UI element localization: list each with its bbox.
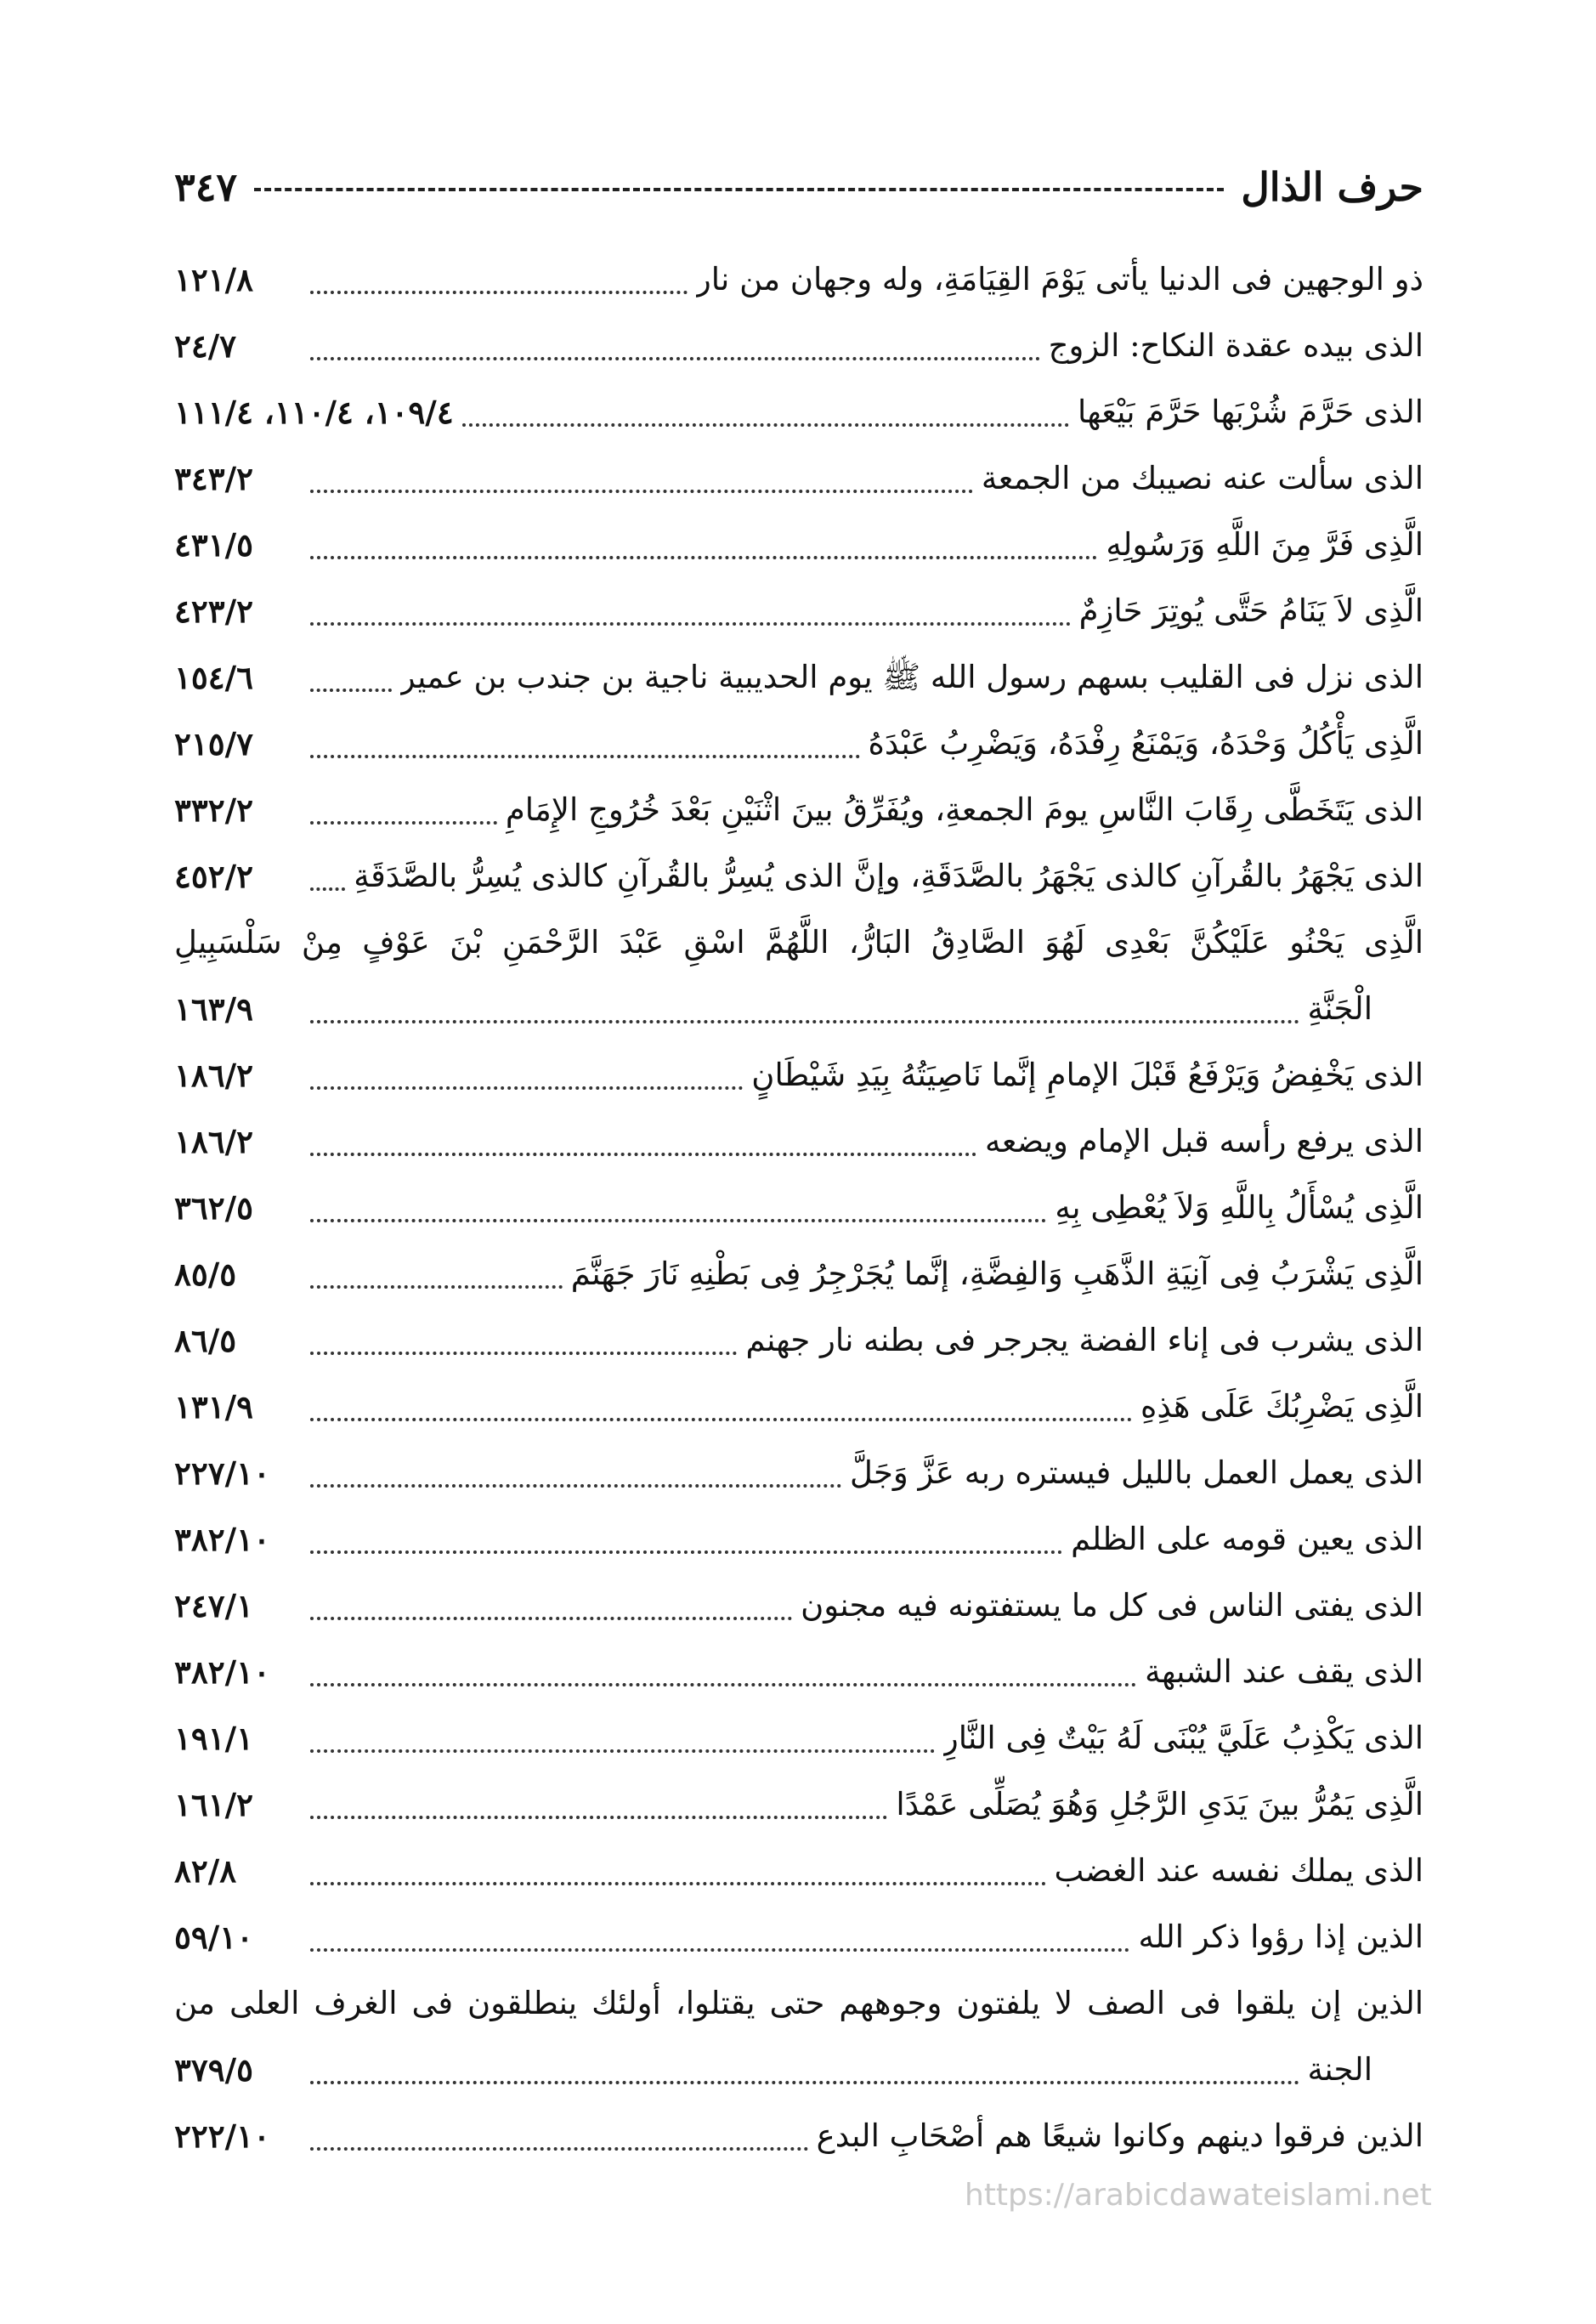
entry-reference: ٣٨٢/١٠ — [174, 1521, 270, 1558]
entry-text: الذى يشرب فى إناء الفضة يجرجر فى بطنه نار جهنم — [745, 1322, 1423, 1358]
entry-reference: ١٢١/٨ — [174, 261, 254, 298]
entry-text: الذى سألت عنه نصيبك من الجمعة — [981, 460, 1423, 496]
entry-text: الذى يقف عند الشبهة — [1145, 1653, 1423, 1690]
index-entry — [174, 1771, 1423, 1838]
leader-dots — [310, 556, 1097, 559]
entry-reference: ٣٧٩/٥ — [174, 2051, 254, 2089]
index-entry — [174, 1705, 1423, 1771]
index-entry — [174, 1108, 1423, 1175]
entry-reference: ١٦١/٢ — [174, 1786, 254, 1823]
entry-reference: ٨٥/٥ — [174, 1256, 237, 1293]
index-entry — [174, 1838, 1423, 1904]
entry-reference: ٣٣٢/٢ — [174, 791, 254, 829]
leader-dots — [310, 291, 688, 294]
leader-dots — [310, 622, 1071, 626]
entry-text: الذى يَتَخَطَّى رِقَابَ النَّاسِ يومَ الجمعةِ، ويُفَرِّقُ بينَ اثْنَيْنِ بَعْدَ خُرُوجِ الإِمَامِ — [505, 791, 1423, 828]
leader-dots — [462, 423, 1069, 427]
index-entry — [174, 1904, 1423, 1970]
index-entry — [174, 910, 1423, 1042]
leader-dots — [310, 1882, 1046, 1885]
entry-text: الذى يَكْذِبُ عَلَيَّ يُبْنَى لَهُ بَيْتٌ فِى النَّارِ — [942, 1720, 1423, 1756]
entry-text: الذى بيده عقدة النكاح: الزوج — [1048, 327, 1423, 364]
header-rule — [254, 188, 1224, 191]
index-entry — [174, 1970, 1423, 2103]
entry-text: الذين فرقوا دينهم وكانوا شيعًا هم أصْحَابِ البدع — [816, 2117, 1423, 2154]
entry-text: الذى يَجْهَرُ بالقُرآنِ كالذى يَجْهَرُ بالصَّدَقَةِ، وإنَّ الذى يُسِرُّ بالقُرآنِ كالذى يُسِرُّ بالصَّدَقَةِ — [354, 858, 1423, 894]
entry-reference: ٢٢٢/١٠ — [174, 2117, 270, 2155]
index-entry — [174, 1374, 1423, 1440]
index-entry — [174, 1241, 1423, 1307]
leader-dots — [310, 1816, 887, 1819]
entry-text: الذى حَرَّمَ شُرْبَها حَرَّمَ بَيْعَها — [1077, 394, 1423, 430]
entry-text: الَّذِى يَمُرُّ بينَ يَدَىِ الرَّجُلِ وَهُوَ يُصَلِّى عَمْدًا — [896, 1786, 1423, 1822]
leader-dots — [310, 821, 497, 825]
entry-reference: ٢٢٧/١٠ — [174, 1454, 270, 1492]
entry-reference: ١٨٦/٢ — [174, 1123, 254, 1160]
leader-dots — [310, 689, 392, 692]
index-entry — [174, 1573, 1423, 1639]
leader-dots — [310, 2081, 1299, 2084]
entry-reference: ٤٥٢/٢ — [174, 858, 254, 895]
leader-dots — [310, 1683, 1136, 1686]
entry-text: الَّذِى فَرَّ مِنَ اللَّهِ وَرَسُولِهِ — [1106, 526, 1423, 563]
index-entry — [174, 777, 1423, 843]
index-entries — [174, 247, 1423, 2169]
index-entry — [174, 445, 1423, 512]
entry-text: الَّذِى يَحْنُو عَلَيْكُنَّ بَعْدِى لَهُوَ الصَّادِقُ البَارُّ، اللَّهُمَّ اسْقِ عَبْدَ الرَّحْمَنِ بْنَ عَوْفٍ مِنْ سَلْسَبِيلِ — [174, 924, 1423, 961]
entry-reference: ٢١٥/٧ — [174, 725, 254, 762]
index-entry — [174, 843, 1423, 910]
entry-continuation — [174, 2037, 1423, 2103]
index-entry — [174, 1639, 1423, 1705]
entry-text: الذى يرفع رأسه قبل الإمام ويضعه — [984, 1123, 1423, 1159]
entry-text: الَّذِى يَشْرَبُ فِى آنِيَةِ الذَّهَبِ وَالفِضَّةِ، إنَّما يُجَرْجِرُ فِى بَطْنِهِ نَارَ جَهَنَّمَ — [570, 1256, 1423, 1292]
index-entry — [174, 1506, 1423, 1573]
leader-dots — [310, 887, 345, 891]
leader-dots — [310, 2147, 808, 2151]
entry-reference: ١٠٩/٤، ١١٠/٤، ١١١/٤ — [174, 394, 454, 431]
entry-text: الذى يعمل العمل بالليل فيستره ربه عَزَّ وَجَلَّ — [850, 1454, 1423, 1491]
entry-reference: ٤٣١/٥ — [174, 526, 254, 564]
entry-reference: ٢٤/٧ — [174, 327, 237, 365]
entry-reference: ١٥٤/٦ — [174, 659, 254, 696]
watermark: https://arabicdawateislami.net — [965, 2178, 1432, 2213]
leader-dots — [310, 357, 1040, 360]
entry-reference: ٨٦/٥ — [174, 1322, 237, 1359]
entry-text: الذى نزل فى القليب بسهم رسول الله ﷺ يوم الحديبية ناجية بن جندب بن عمير — [399, 659, 1423, 695]
leader-dots — [310, 1418, 1132, 1421]
index-entry — [174, 1440, 1423, 1506]
leader-dots — [310, 1352, 737, 1355]
entry-reference: ٣٤٣/٢ — [174, 460, 254, 497]
entry-reference: ٨٢/٨ — [174, 1852, 237, 1890]
entry-reference: ١٦٣/٩ — [174, 990, 254, 1028]
entry-text: ذو الوجهين فى الدنيا يأتى يَوْمَ القِيَامَةِ، وله وجهان من نار — [695, 261, 1423, 298]
entry-text: الَّذِى يُسْأَلُ بِاللَّهِ وَلاَ يُعْطِى بِهِ — [1055, 1189, 1423, 1226]
leader-dots — [310, 1948, 1129, 1952]
leader-dots — [310, 490, 973, 493]
entry-text: الذى يملك نفسه عند الغضب — [1054, 1852, 1423, 1889]
index-entry — [174, 379, 1423, 445]
entry-reference: ١٨٦/٢ — [174, 1057, 254, 1094]
index-entry — [174, 1175, 1423, 1241]
index-entry — [174, 644, 1423, 711]
entry-reference: ١٩١/١ — [174, 1720, 254, 1757]
entry-text: الذين إذا رؤوا ذكر الله — [1138, 1919, 1423, 1955]
index-entry — [174, 1307, 1423, 1374]
entry-reference: ٣٦٢/٥ — [174, 1189, 254, 1227]
entry-text-continued: الْجَنَّةِ — [1307, 990, 1372, 1027]
entry-reference: ٥٩/١٠ — [174, 1919, 254, 1956]
entry-text: الذى يفتى الناس فى كل ما يستفتونه فيه مجنون — [801, 1587, 1423, 1624]
leader-dots — [310, 755, 860, 758]
leader-dots — [310, 1086, 743, 1090]
page-header — [174, 153, 1423, 221]
index-entry — [174, 1042, 1423, 1108]
entry-reference: ٤٢٣/٢ — [174, 592, 254, 630]
entry-text: الَّذِى لاَ يَنَامُ حَتَّى يُوتِرَ حَازِمٌ — [1078, 592, 1423, 629]
index-entry — [174, 512, 1423, 578]
index-entry — [174, 247, 1423, 313]
leader-dots — [310, 1484, 841, 1488]
leader-dots — [310, 1617, 792, 1620]
page-number: ٣٤٧ — [174, 164, 238, 210]
entry-reference: ٣٨٢/١٠ — [174, 1653, 270, 1691]
entry-text: الَّذِى يَضْرِبُكَ عَلَى هَذِهِ — [1140, 1388, 1423, 1425]
index-entry — [174, 578, 1423, 644]
leader-dots — [310, 1285, 563, 1289]
index-entry — [174, 313, 1423, 379]
leader-dots — [310, 1219, 1046, 1222]
entry-text: الذى يعين قومه على الظلم — [1071, 1521, 1423, 1557]
entry-text: الَّذِى يَأْكُلُ وَحْدَهُ، وَيَمْنَعُ رِفْدَهُ، وَيَضْرِبُ عَبْدَهُ — [868, 725, 1423, 762]
chapter-title: حرف الذال — [1241, 164, 1423, 210]
entry-text: الذى يَخْفِضُ وَيَرْفَعُ قَبْلَ الإمامِ إنَّما نَاصِيَتُهُ بِيَدِ شَيْطَانٍ — [751, 1057, 1423, 1093]
entry-text-continued: الجنة — [1307, 2051, 1372, 2088]
entry-text: الذين إن يلقوا فى الصف لا يلفتون وجوههم حتى يقتلوا، أولئك ينطلقون فى الغرف العلى من — [174, 1985, 1423, 2021]
leader-dots — [310, 1749, 935, 1753]
index-entry — [174, 711, 1423, 777]
entry-reference: ٢٤٧/١ — [174, 1587, 254, 1624]
leader-dots — [310, 1550, 1062, 1554]
leader-dots — [310, 1020, 1299, 1023]
leader-dots — [310, 1153, 976, 1156]
entry-reference: ١٣١/٩ — [174, 1388, 254, 1426]
index-entry — [174, 2103, 1423, 2169]
entry-continuation — [174, 976, 1423, 1042]
